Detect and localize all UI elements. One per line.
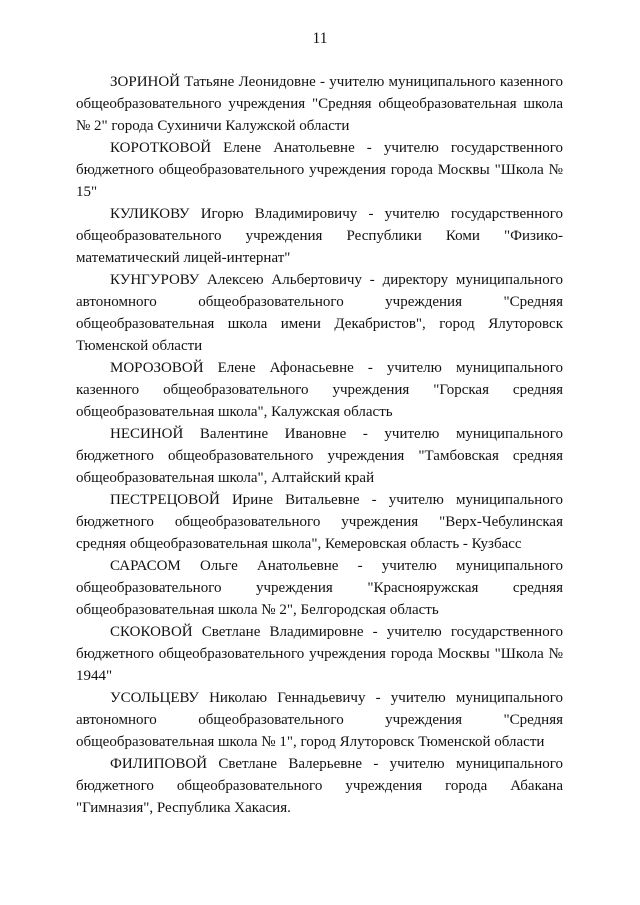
document-body — [76, 71, 563, 819]
award-entry-usoltsev: УСОЛЬЦЕВУ Николаю Геннадьевичу - учителю муниципального автономного общеобразовательного учреждения "Средняя общеобразовательная школа № 1", город Ялуторовск Тюменской области — [76, 690, 563, 750]
award-entry-skokova: СКОКОВОЙ Светлане Владимировне - учителю государственного бюджетного общеобразовательного учреждения города Москвы "Школа № 1944" — [76, 624, 563, 684]
award-entry-zorina: ЗОРИНОЙ Татьяне Леонидовне - учителю муниципального казенного общеобразовательного учреждения "Средняя общеобразовательная школа № 2" города Сухиничи Калужской области — [76, 74, 563, 134]
award-entry-nesina: НЕСИНОЙ Валентине Ивановне - учителю муниципального бюджетного общеобразовательного учреждения "Тамбовская средняя общеобразовательная школа", Алтайский край — [76, 426, 563, 486]
award-entry-morozova: МОРОЗОВОЙ Елене Афонасьевне - учителю муниципального казенного общеобразовательного учреждения "Горская средняя общеобразовательная школа", Калужская область — [76, 360, 563, 420]
award-entry-korotkova: КОРОТКОВОЙ Елене Анатольевне - учителю государственного бюджетного общеобразовательного учреждения города Москвы "Школа № 15" — [76, 140, 563, 200]
award-entry-filipova: ФИЛИПОВОЙ Светлане Валерьевне - учителю муниципального бюджетного общеобразовательного учреждения города Абакана "Гимназия", Республика Хакасия. — [76, 756, 563, 816]
award-entry-kulikov: КУЛИКОВУ Игорю Владимировичу - учителю государственного общеобразовательного учреждения Республики Коми "Физико-математический лицей-интернат" — [76, 206, 563, 266]
award-entry-pestretsova: ПЕСТРЕЦОВОЙ Ирине Витальевне - учителю муниципального бюджетного общеобразовательного учреждения "Верх-Чебулинская средняя общеобразовательная школа", Кемеровская область - Кузбасс — [76, 492, 563, 552]
award-entry-kungurov: КУНГУРОВУ Алексею Альбертовичу - директору муниципального автономного общеобразовательного учреждения "Средняя общеобразовательная школа имени Декабристов", город Ялуторовск Тюменской области — [76, 272, 563, 354]
award-entry-sarasom: САРАСОМ Ольге Анатольевне - учителю муниципального общеобразовательного учреждения "Краснояружская средняя общеобразовательная школа № 2", Белгородская область — [76, 558, 563, 618]
page-number: 11 — [312, 30, 328, 47]
